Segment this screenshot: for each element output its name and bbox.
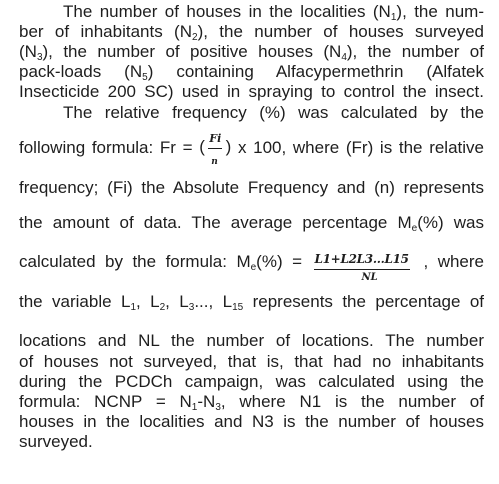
- paragraph-2-line-8: of houses not surveyed, that is, that had no inhabitants: [19, 352, 484, 371]
- paragraph-2-line-7: locations and NL the number of locations. The number: [19, 331, 484, 350]
- paragraph-2-line-3: frequency; (Fi) the Absolute Frequency and (n) represents: [19, 178, 484, 197]
- paragraph-2-line-11: houses in the localities and N3 is the number of houses: [19, 412, 484, 431]
- average-percentage-fraction: L1+L2L3...L15 NL: [312, 253, 424, 273]
- paragraph-1-line-1: The number of houses in the localities $(N_1)$, the num-: [63, 2, 484, 23]
- paragraph-2-line-9: during the PCDCh campaign, was calculated using the: [19, 372, 484, 391]
- paragraph-1-line-3: $(N_3)$, the number of positive houses $(N_4)$, the number of: [19, 42, 484, 63]
- paragraph-2-line-5: calculated by the formula: $M_e(\%)$ = L1+L2L3...L15 NL , where: [19, 252, 484, 273]
- paragraph-1-line-4: pack-loads $(N_5)$ containing Alfacypermethrin (Alfatek: [19, 62, 484, 83]
- paragraph-2-line-10: formula: NCNP = $N_1-N_3$, where N1 is the number of: [19, 392, 484, 413]
- paragraph-2-line-12: surveyed.: [19, 432, 93, 451]
- relative-frequency-fraction: ( Fi n ): [199, 131, 232, 167]
- paragraph-1-line-2: ber of inhabitants $(N_2)$, the number of houses surveyed: [19, 22, 484, 43]
- paragraph-2-line-2: following formula: Fr = ( Fi n ) x 100, where (Fr) is the relative: [19, 131, 484, 167]
- paragraph-1-line-5: Insecticide 200 SC) used in spraying to control the insect.: [19, 82, 484, 101]
- paragraph-2-line-4: the amount of data. The average percentage $M_e(\%)$ was: [19, 213, 484, 234]
- paragraph-2-line-1: The relative frequency (%) was calculated by the: [63, 103, 484, 122]
- paragraph-2-line-6: the variable $L_1$, $L_2$, $L_3$..., $L_{15}$ represents the percentage of: [19, 292, 485, 313]
